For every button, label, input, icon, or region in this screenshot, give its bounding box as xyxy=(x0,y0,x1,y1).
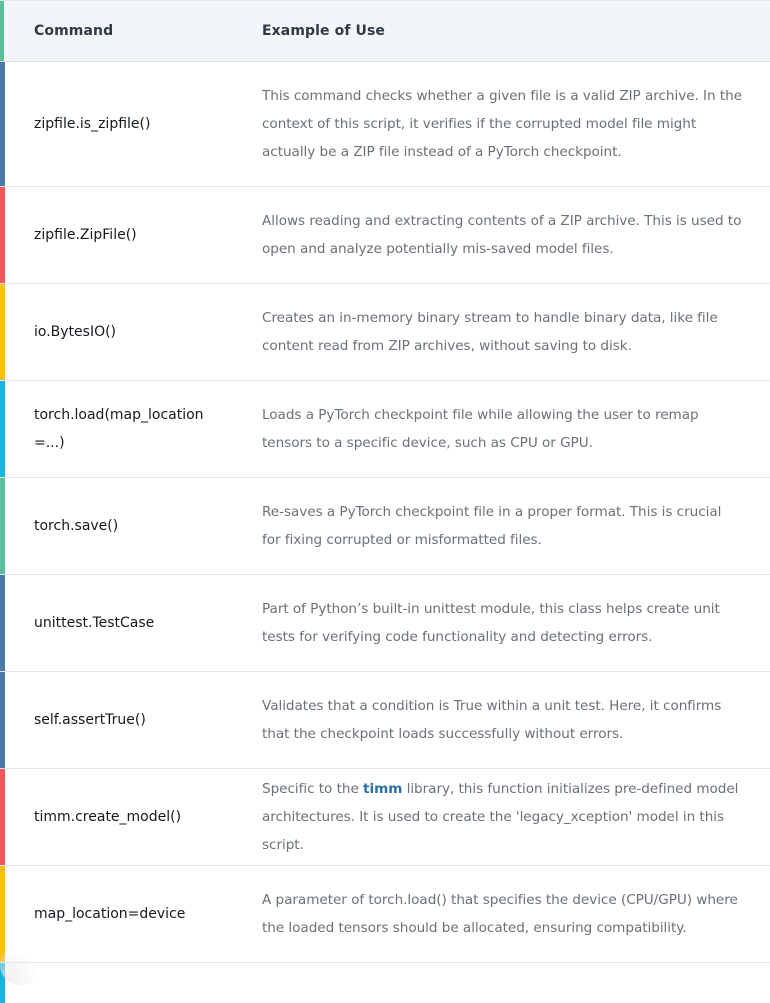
description-cell: Re-saves a PyTorch checkpoint file in a proper format. This is crucial for fixing corrupted or misformatted files. xyxy=(262,504,722,548)
row-accent-bar xyxy=(0,187,5,283)
table-header-row xyxy=(0,0,770,62)
description-cell: This command checks whether a given file is a valid ZIP archive. In the context of this script, it verifies if the corrupted model file might actually be a ZIP file instead of a PyTorch checkpoint. xyxy=(262,88,743,160)
row-accent-bar xyxy=(0,575,5,671)
table-row xyxy=(0,769,770,866)
row-accent-bar xyxy=(0,963,5,1003)
row-accent-bar xyxy=(0,866,5,962)
description-cell xyxy=(262,775,742,859)
command-cell: map_location=device xyxy=(34,906,186,922)
row-accent-bar xyxy=(0,672,5,768)
description-cell: Allows reading and extracting contents of a ZIP archive. This is used to open and analyze potentially mis-saved model files. xyxy=(262,213,742,257)
table-row xyxy=(0,284,770,381)
table-row xyxy=(0,672,770,769)
table-row-partial xyxy=(0,963,770,1003)
command-cell: zipfile.is_zipfile() xyxy=(34,116,151,132)
header-command: Command xyxy=(34,23,114,39)
table-row xyxy=(0,866,770,963)
command-cell: unittest.TestCase xyxy=(34,615,155,631)
timm-link[interactable]: timm xyxy=(363,781,403,797)
table-row xyxy=(0,62,770,187)
command-cell: torch.load(map_location=...) xyxy=(34,407,204,451)
row-accent-bar xyxy=(0,284,5,380)
row-accent-bar xyxy=(0,62,5,186)
description-cell: Validates that a condition is True within a unit test. Here, it confirms that the checkpoint loads successfully without errors. xyxy=(262,698,722,742)
table-row xyxy=(0,478,770,575)
header-example-of-use: Example of Use xyxy=(262,23,385,39)
description-cell: Creates an in-memory binary stream to handle binary data, like file content read from ZIP archives, without saving to disk. xyxy=(262,310,718,354)
table-row xyxy=(0,381,770,478)
description-cell: Part of Python’s built-in unittest module, this class helps create unit tests for verifying code functionality and detecting errors. xyxy=(262,601,720,645)
description-text-pre: Specific to the xyxy=(262,781,364,797)
command-cell: self.assertTrue() xyxy=(34,712,146,728)
row-accent-bar xyxy=(0,1,4,61)
row-accent-bar xyxy=(0,381,5,477)
table-row xyxy=(0,575,770,672)
command-cell: zipfile.ZipFile() xyxy=(34,227,137,243)
command-cell: io.BytesIO() xyxy=(34,324,117,340)
description-cell: Loads a PyTorch checkpoint file while allowing the user to remap tensors to a specific device, such as CPU or GPU. xyxy=(262,407,699,451)
description-text-post: library, this function initializes pre-defined model architectures. It is used to create the 'legacy_xception' model in this script. xyxy=(262,781,739,853)
command-cell: torch.save() xyxy=(34,518,119,534)
row-accent-bar xyxy=(0,478,5,574)
row-accent-bar xyxy=(0,769,5,865)
description-cell: A parameter of torch.load() that specifies the device (CPU/GPU) where the loaded tensors should be allocated, ensuring compatibility. xyxy=(262,892,738,936)
table-row xyxy=(0,187,770,284)
command-cell: timm.create_model() xyxy=(34,809,182,825)
